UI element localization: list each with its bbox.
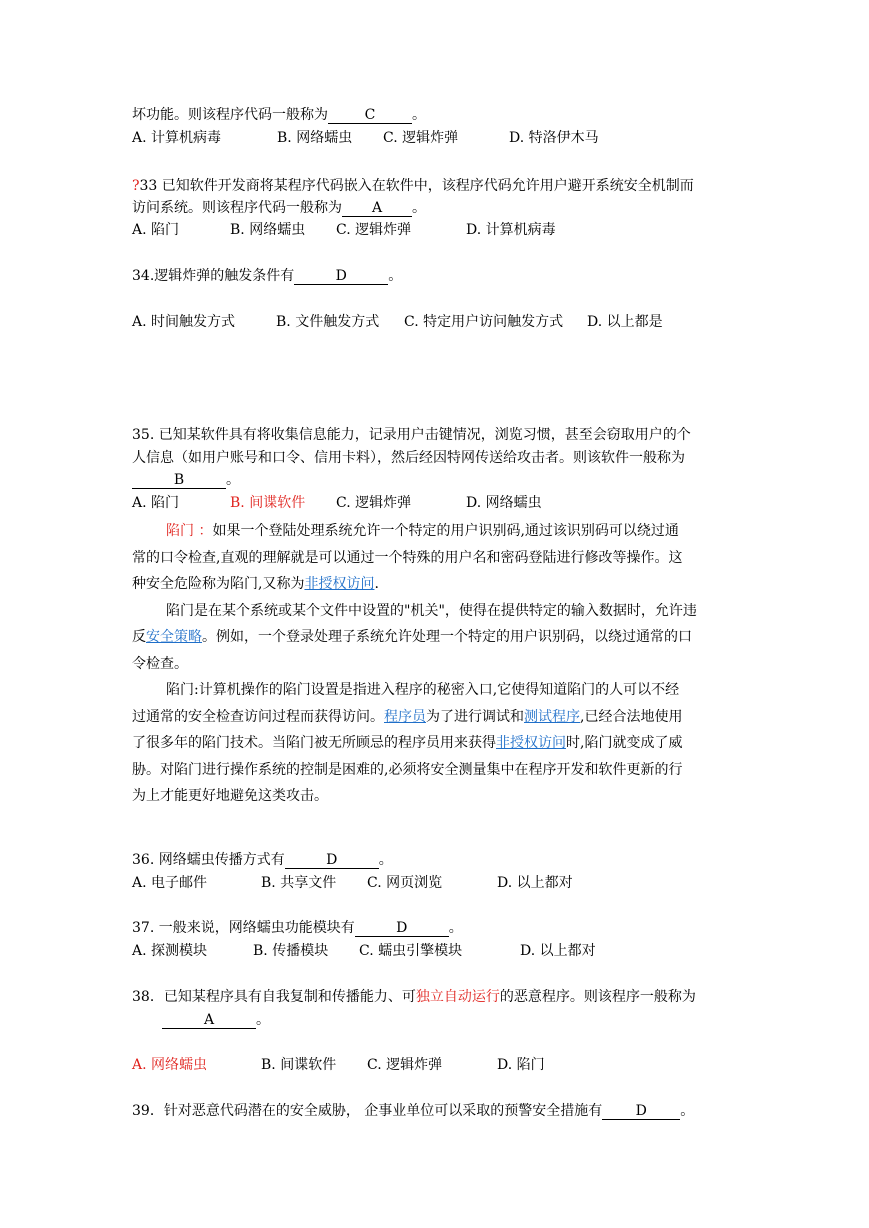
q37-option-d: D. 以上都对 <box>520 943 596 959</box>
q36-option-b: B. 共享文件 <box>261 875 337 891</box>
q32-option-b: B. 网络蠕虫 <box>277 130 353 146</box>
q36-stem: 36. 网络蠕虫传播方式有 D 。 <box>132 852 393 868</box>
link-test-program[interactable]: 测试程序 <box>524 709 580 725</box>
q32-option-c: C. 逻辑炸弹 <box>383 130 459 146</box>
q38-stem-line1: 38．已知某程序具有自我复制和传播能力、可独立自动运行的恶意程序。则该程序一般称为 <box>132 989 696 1005</box>
q33-stem-line1: ?33 已知软件开发商将某程序代码嵌入在软件中，该程序代码允许用户避开系统安全机制而 <box>132 178 694 194</box>
q33-option-d: D. 计算机病毒 <box>466 222 556 238</box>
explain-p2-line3: 令检查。 <box>132 656 188 672</box>
link-unauthorized-access-2[interactable]: 非授权访问 <box>496 735 566 751</box>
q38-answer-line: A 。 <box>162 1010 270 1030</box>
explain-p3-line4: 胁。对陷门进行操作系统的控制是困难的,必须将安全测量集中在程序开发和软件更新的行 <box>132 762 683 778</box>
q37-stem: 37. 一般来说，网络蠕虫功能模块有 D 。 <box>132 920 463 936</box>
q39-answer: D <box>602 1103 680 1120</box>
q36-option-d: D. 以上都对 <box>497 875 573 891</box>
q38-answer: A <box>162 1012 256 1029</box>
q34-option-b: B. 文件触发方式 <box>276 314 380 330</box>
q34-option-a: A. 时间触发方式 <box>132 314 236 330</box>
explain-p1-line2: 常的口令检查,直观的理解就是可以通过一个特殊的用户名和密码登陆进行修改等操作。这 <box>132 550 683 566</box>
q33-option-a: A. 陷门 <box>132 222 180 238</box>
q32-answer: C <box>328 107 412 124</box>
q32-option-a: A. 计算机病毒 <box>132 130 222 146</box>
q38-option-b: B. 间谍软件 <box>261 1057 337 1073</box>
explain-p2-line2: 反安全策略。例如，一个登录处理子系统允许处理一个特定的用户识别码，以绕过通常的口 <box>132 629 692 645</box>
explain-p3-line3: 了很多年的陷门技术。当陷门被无所顾忌的程序员用来获得非授权访问时,陷门就变成了威 <box>132 735 683 751</box>
q35-option-b: B. 间谍软件 <box>230 495 306 511</box>
q35-option-a: A. 陷门 <box>132 495 180 511</box>
explain-p1-line1: 陷门 ：如果一个登陆处理系统允许一个特定的用户识别码,通过该识别码可以绕过通 <box>166 523 679 539</box>
q33-answer: A <box>342 200 412 217</box>
q32-stem: 坏功能。则该程序代码一般称为 C 。 <box>132 107 426 123</box>
q37-answer: D <box>355 920 449 937</box>
explain-p1-line3: 种安全危险称为陷门,又称为非授权访问. <box>132 576 379 592</box>
q36-option-c: C. 网页浏览 <box>367 875 443 891</box>
q35-stem-line1: 35. 已知某软件具有将收集信息能力，记录用户击键情况，浏览习惯，甚至会窃取用户的个 <box>132 427 691 443</box>
q35-answer: B <box>132 472 226 489</box>
q35-option-c: C. 逻辑炸弹 <box>336 495 412 511</box>
q34-stem: 34.逻辑炸弹的触发条件有 D 。 <box>132 268 403 284</box>
link-programmer[interactable]: 程序员 <box>384 709 426 725</box>
link-unauthorized-access[interactable]: 非授权访问 <box>304 576 375 592</box>
q34-answer: D <box>294 268 388 285</box>
q38-option-d: D. 陷门 <box>497 1057 545 1073</box>
explain-p3-line2: 过通常的安全检查访问过程而获得访问。程序员为了进行调试和测试程序,已经合法地使用 <box>132 709 683 725</box>
q32-option-d: D. 特洛伊木马 <box>509 130 599 146</box>
q33-option-c: C. 逻辑炸弹 <box>336 222 412 238</box>
q33-option-b: B. 网络蠕虫 <box>230 222 306 238</box>
q36-answer: D <box>285 852 379 869</box>
explain-p3-line5: 为上才能更好地避免这类攻击。 <box>132 788 328 804</box>
q37-option-b: B. 传播模块 <box>253 943 329 959</box>
q34-option-d: D. 以上都是 <box>587 314 663 330</box>
link-security-policy[interactable]: 安全策略 <box>146 629 202 645</box>
q33-stem-line2: 访问系统。则该程序代码一般称为 A 。 <box>132 200 426 216</box>
q39-stem: 39．针对恶意代码潜在的安全威胁， 企事业单位可以采取的预警安全措施有 D 。 <box>132 1103 695 1119</box>
q38-option-a: A. 网络蠕虫 <box>132 1057 208 1073</box>
q36-option-a: A. 电子邮件 <box>132 875 208 891</box>
q35-answer-line: B 。 <box>132 470 240 490</box>
explain-p3-line1: 陷门:计算机操作的陷门设置是指进入程序的秘密入口,它使得知道陷门的人可以不经 <box>166 682 680 698</box>
q35-option-d: D. 网络蠕虫 <box>466 495 542 511</box>
q34-option-c: C. 特定用户访问触发方式 <box>404 314 564 330</box>
explain-term: 陷门 ： <box>166 523 213 539</box>
explain-p2-line1: 陷门是在某个系统或某个文件中设置的"机关"，使得在提供特定的输入数据时，允许违 <box>166 603 697 619</box>
q37-option-a: A. 探测模块 <box>132 943 208 959</box>
q38-option-c: C. 逻辑炸弹 <box>367 1057 443 1073</box>
q35-stem-line2: 人信息（如用户账号和口令、信用卡料），然后经因特网传送给攻击者。则该软件一般称为 <box>132 450 685 466</box>
q37-option-c: C. 蠕虫引擎模块 <box>359 943 463 959</box>
